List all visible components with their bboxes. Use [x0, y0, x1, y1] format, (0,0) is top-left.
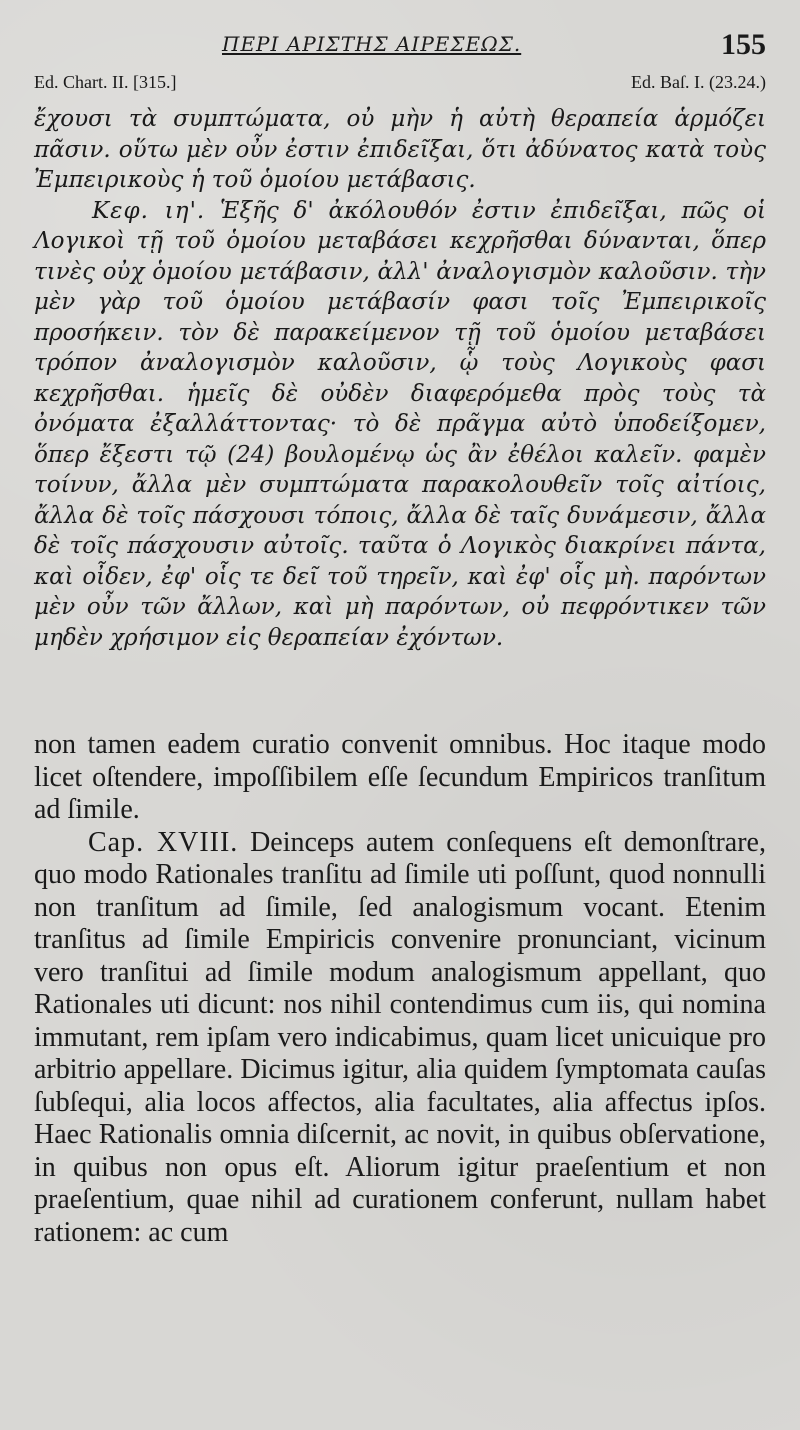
- edition-reference-line: [34, 72, 766, 102]
- running-title: ΠΕΡΙ ΑΡΙΣΤΗΣ ΑΙΡΕΣΕΩΣ.: [222, 32, 522, 56]
- latin-paragraph-2: [34, 827, 766, 1250]
- page-number: 155: [721, 28, 766, 61]
- edition-reference-right: Ed. Baſ. I. (23.24.): [631, 72, 766, 92]
- latin-paragraph-2-text: Deinceps autem conſequens eſt demonſtrare, quo modo Rationales tranſitu ad ſimile uti poſſunt, quod nonnulli non tranſitum ad ſimile, ſed analogismum vocant. Etenim tranſitus ad ſimile Empiricis convenire pronunciant, vicinum vero tranſitui ad ſimile modum analogismum appellant, quo Rationales uti dicunt: nos nihil contendimus cum iis, qui nomina immutant, rem ipſam vero indicabimus, quam licet unicuique pro arbitrio appellare. Dicimus igitur, alia quidem ſymptomata cauſas ſubſequi, alia locos affectos, alia facultates, alia affectus ipſos. Haec Rationalis omnia diſcernit, ac novit, in quibus obſervatione, in quibus non opus eſt. Aliorum igitur praeſentium et non praeſentium, quae nihil ad curationem conferunt, nullam habet rationem: ac cum: [34, 826, 766, 1248]
- latin-text-block: [34, 729, 766, 1249]
- edition-reference-left: Ed. Chart. II. [315.]: [34, 72, 177, 92]
- page-header: [34, 28, 766, 72]
- latin-chapter-heading: Cap. XVIII.: [88, 826, 239, 858]
- greek-paragraph-1: ἔχουσι τὰ συμπτώματα, οὐ μὴν ἡ αὐτὴ θεραπεία ἁρμόζει πᾶσιν. οὕτω μὲν οὖν ἐστιν ἐπιδεῖξαι, ὅτι ἀδύνατος κατὰ τοὺς Ἐμπειρικοὺς ἡ τοῦ ὁμοίου μετάβασις.: [34, 106, 766, 193]
- greek-paragraph-2: [34, 196, 766, 654]
- greek-chapter-heading: Κεφ. ιη'.: [92, 197, 206, 224]
- greek-paragraph-2-text: Ἑξῆς δ' ἀκόλουθόν ἐστιν ἐπιδεῖξαι, πῶς οἱ Λογικοὶ τῇ τοῦ ὁμοίου μεταβάσει κεχρῆσθαι δύνανται, ὅπερ τινὲς οὐχ ὁμοίου μετάβασιν, ἀλλ' ἀναλογισμὸν καλοῦσιν. τὴν μὲν γὰρ τοῦ ὁμοίου μετάβασίν φασι τοῖς Ἐμπειρικοῖς προσήκειν. τὸν δὲ παρακείμενον τῇ τοῦ ὁμοίου μεταβάσει τρόπον ἀναλογισμὸν καλοῦσιν, ᾧ τοὺς Λογικοὺς φασι κεχρῆσθαι. ἡμεῖς δὲ οὐδὲν διαφερόμεθα πρὸς τοὺς τὰ ὀνόματα ἐξαλλάττοντας· τὸ δὲ πρᾶγμα αὐτὸ ὑποδείξομεν, ὅπερ ἔξεστι τῷ (24) βουλομένῳ ὡς ἂν ἐθέλοι καλεῖν. φαμὲν τοίνυν, ἄλλα μὲν συμπτώματα παρακολουθεῖν τοῖς αἰτίοις, ἄλλα δὲ τοῖς πάσχουσι τόποις, ἄλλα δὲ ταῖς δυνάμεσιν, ἄλλα δὲ τοῖς πάσχουσιν αὐτοῖς. ταῦτα ὁ Λογικὸς διακρίνει πάντα, καὶ οἶδεν, ἐφ' οἷς τε δεῖ τοῦ τηρεῖν, καὶ ἐφ' οἷς μὴ. παρόντων μὲν οὖν τῶν ἄλλων, καὶ μὴ παρόντων, οὐ πεφρόντικεν τῶν μηδὲν χρήσιμον εἰς θεραπείαν ἐχόντων.: [34, 197, 766, 651]
- greek-text-block: [34, 104, 766, 653]
- latin-paragraph-1: non tamen eadem curatio convenit omnibus. Hoc itaque modo licet oſtendere, impoſſibilem eſſe ſecundum Empiricos tranſitum ad ſimile.: [34, 729, 766, 825]
